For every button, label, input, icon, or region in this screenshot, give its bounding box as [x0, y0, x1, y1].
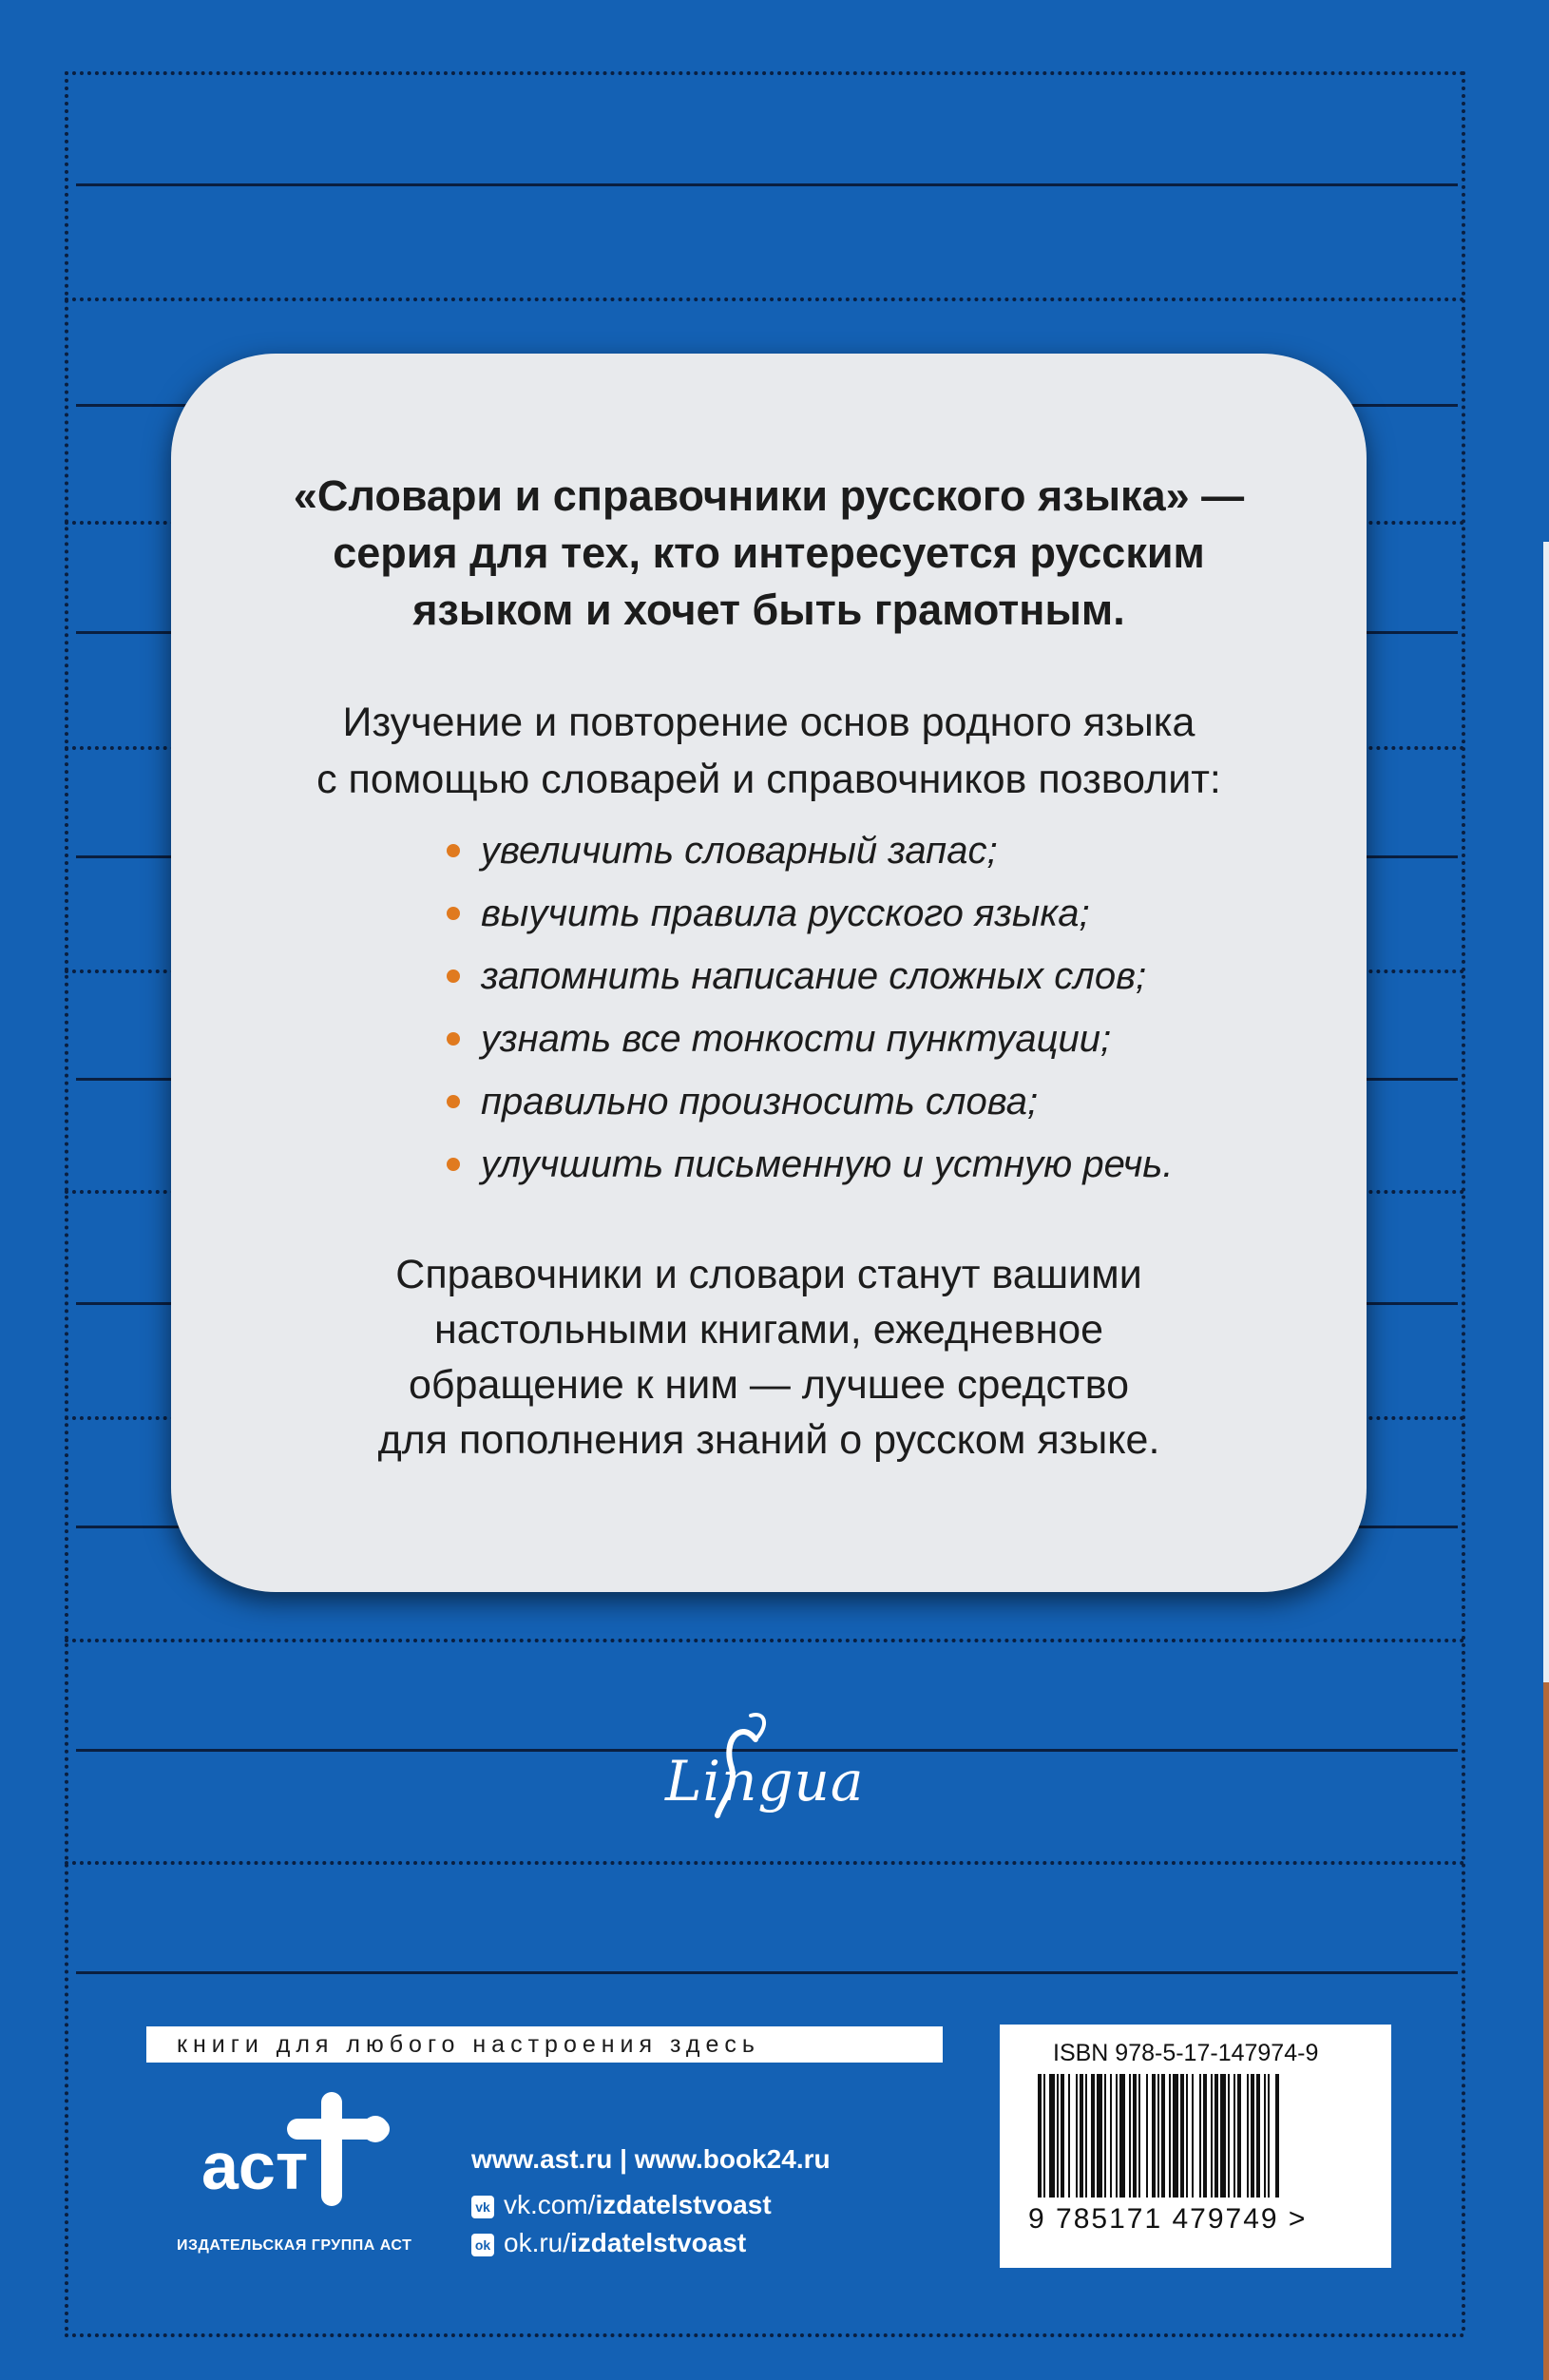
- dotted-rule: [65, 1639, 1465, 1642]
- bullet-dot-icon: [447, 844, 460, 857]
- bullet-dot-icon: [447, 1095, 460, 1108]
- outro-line: настольными книгами, ежедневное: [433, 1307, 1104, 1353]
- bullet-dot-icon: [447, 1032, 460, 1046]
- intro-line: серия для тех, кто интересуется русским: [333, 528, 1205, 577]
- dotted-margin-right: [1462, 71, 1465, 2333]
- lingua-wordmark: Lingua: [665, 1749, 865, 1814]
- list-item: [447, 882, 1173, 945]
- barcode-panel: [1000, 2025, 1391, 2268]
- publisher-name: ИЗДАТЕЛЬСКАЯ ГРУППА АСТ: [177, 2237, 412, 2254]
- benefits-lead: [171, 694, 1367, 808]
- ast-logo-icon: [190, 2086, 418, 2219]
- ok-icon: ok: [471, 2234, 494, 2256]
- bullet-dot-icon: [447, 907, 460, 920]
- social-prefix: vk.com/: [504, 2190, 596, 2219]
- barcode-digits: 9 785171 479749 >: [1028, 2203, 1308, 2235]
- website-links[interactable]: www.ast.ru | www.book24.ru: [471, 2144, 831, 2174]
- list-item: [447, 819, 1173, 882]
- dotted-rule: [65, 71, 1465, 75]
- page-edge-strip: [1543, 542, 1549, 1682]
- benefits-list: [447, 819, 1173, 1196]
- dotted-rule: [65, 298, 1465, 301]
- isbn-label: ISBN 978-5-17-147974-9: [1053, 2040, 1319, 2066]
- tagline-bar: [146, 2026, 943, 2063]
- publisher-links: [471, 2144, 831, 2262]
- ast-logo-letters: аст: [201, 2129, 309, 2203]
- list-item: [447, 1070, 1173, 1133]
- description-card: [171, 354, 1367, 1592]
- list-item: [447, 1008, 1173, 1070]
- outro-line: обращение к ним — лучшее средство: [408, 1362, 1129, 1408]
- bullet-dot-icon: [447, 1158, 460, 1171]
- dotted-margin-left: [65, 71, 68, 2333]
- dotted-rule: [65, 1861, 1465, 1865]
- barcode-icon: [1038, 2074, 1351, 2203]
- social-link-ok[interactable]: [471, 2224, 831, 2262]
- tagline-text: книги для любого настроения здесь: [177, 2031, 760, 2058]
- dotted-rule: [65, 2333, 1465, 2337]
- social-handle: izdatelstvoast: [595, 2190, 772, 2219]
- list-item-text: увеличить словарный запас;: [481, 830, 998, 872]
- social-link-vk[interactable]: [471, 2186, 831, 2224]
- list-item-text: узнать все тонкости пунктуации;: [481, 1018, 1112, 1060]
- series-outro: [171, 1247, 1367, 1468]
- lead-line: Изучение и повторение основ родного языка: [342, 700, 1195, 745]
- bullet-dot-icon: [447, 969, 460, 983]
- intro-line: языком и хочет быть грамотным.: [412, 585, 1125, 634]
- solid-rule: [76, 183, 1458, 186]
- list-item-text: правильно произносить слова;: [481, 1081, 1039, 1123]
- outro-line: Справочники и словари станут вашими: [395, 1252, 1142, 1297]
- social-prefix: ok.ru/: [504, 2228, 571, 2257]
- vk-icon: vk: [471, 2196, 494, 2218]
- outro-line: для пополнения знаний о русском языке.: [377, 1417, 1160, 1463]
- ast-logo: [190, 2086, 418, 2219]
- lead-line: с помощью словарей и справочников позволит:: [316, 757, 1221, 802]
- solid-rule: [76, 1971, 1458, 1974]
- list-item-text: запомнить написание сложных слов;: [481, 955, 1147, 997]
- list-item: [447, 1133, 1173, 1196]
- series-intro: [171, 468, 1367, 639]
- lingua-logo: [665, 1711, 884, 1844]
- intro-line: «Словари и справочники русского языка» —: [293, 471, 1245, 520]
- list-item: [447, 945, 1173, 1008]
- social-handle: izdatelstvoast: [570, 2228, 747, 2257]
- page-edge-strip-lower: [1543, 1682, 1549, 2380]
- list-item-text: выучить правила русского языка;: [481, 892, 1090, 934]
- list-item-text: улучшить письменную и устную речь.: [481, 1143, 1174, 1185]
